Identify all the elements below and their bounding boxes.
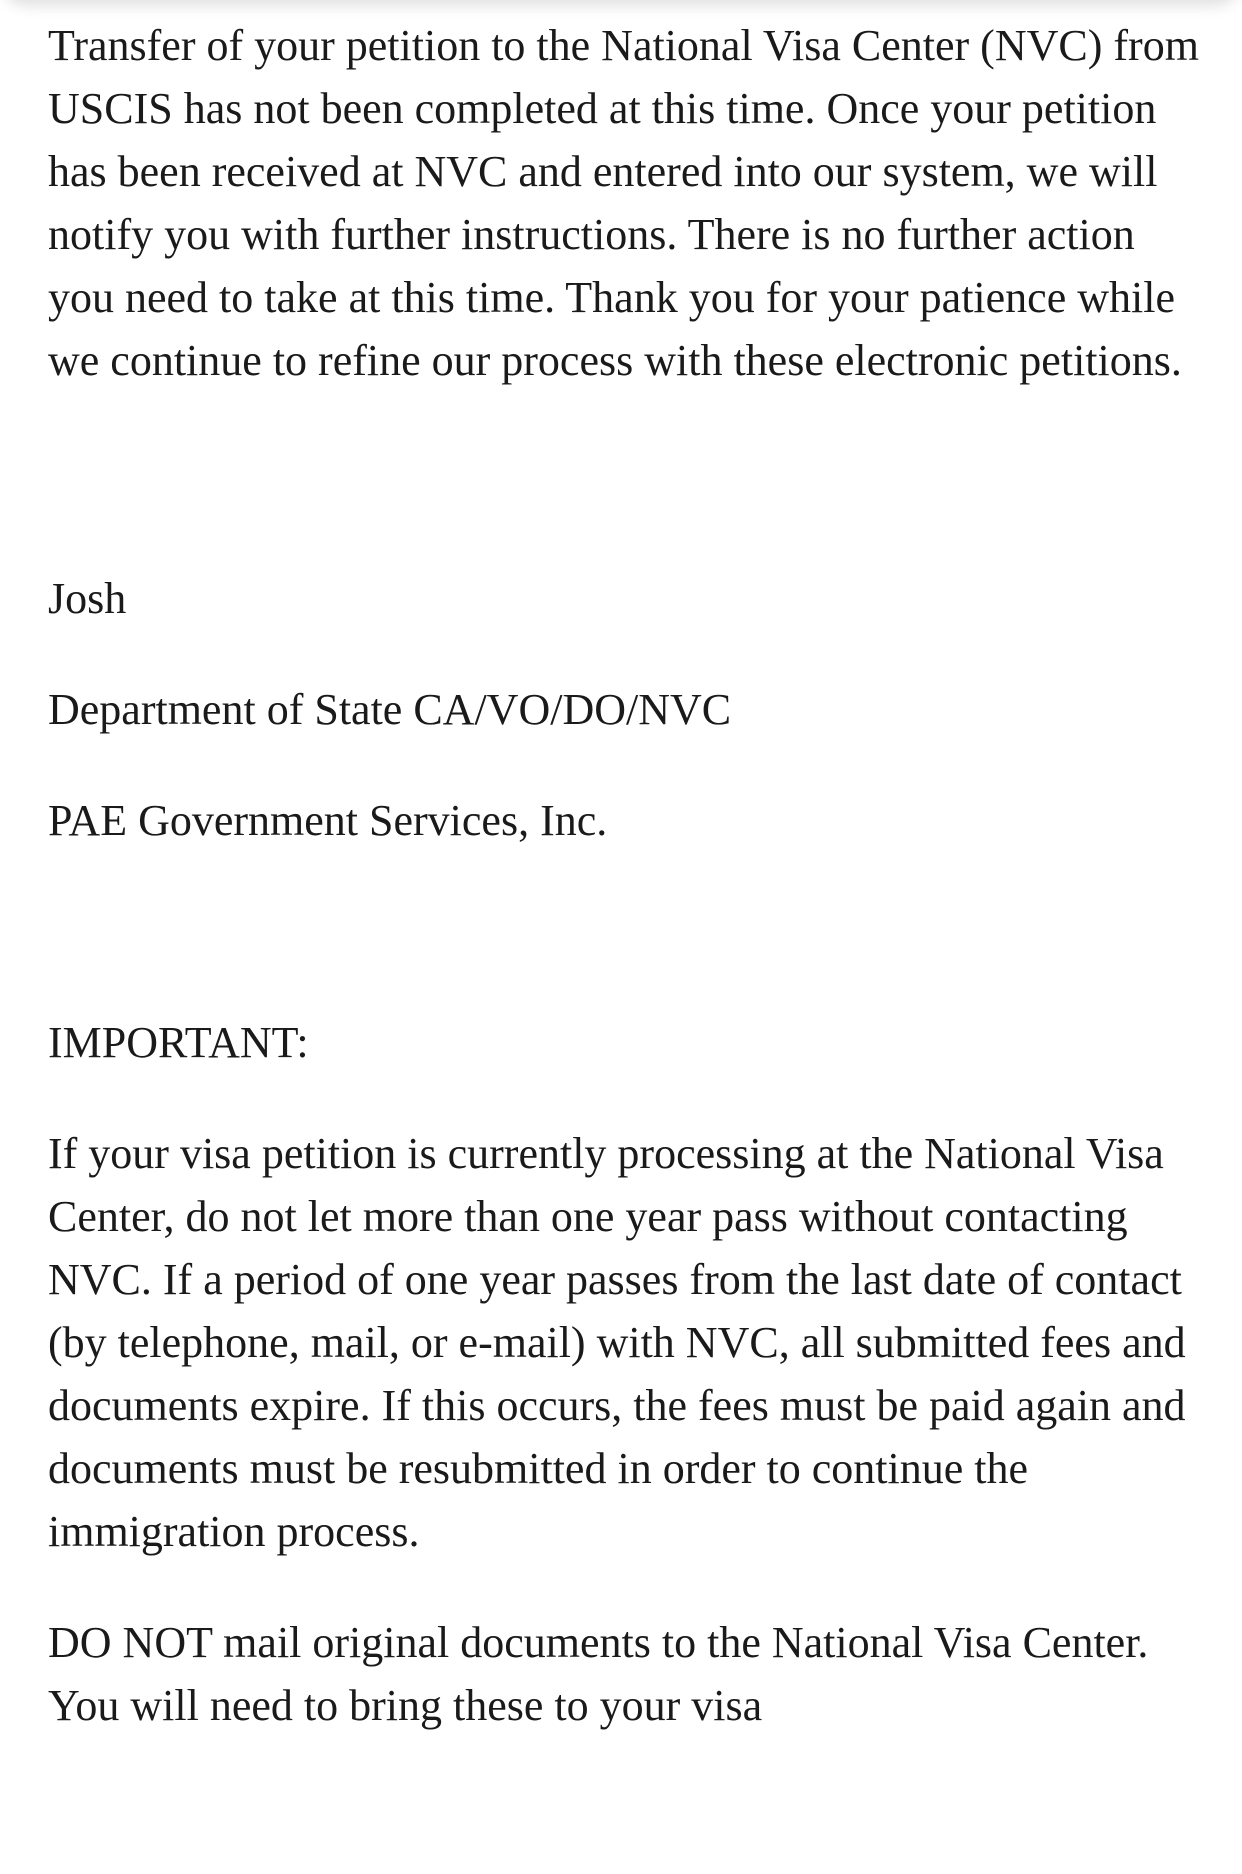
do-not-mail-paragraph: DO NOT mail original documents to the National Visa Center. You will need to bring these to your visa [48,1618,1149,1730]
important-paragraph: If your visa petition is currently processing at the National Visa Center, do not let more than one year pass without contacting NVC. If a period of one year passes from the last date of contact (by telephone, mail, or e-mail) with NVC, all submitted fees and documents expire. If this occurs, the fees must be paid again and documents must be resubmitted in order to continue the immigration process. [48,1129,1186,1556]
email-body [48,14,1203,1737]
signature-department: Department of State CA/VO/DO/NVC [48,685,732,734]
intro-paragraph: Transfer of your petition to the National Visa Center (NVC) from USCIS has not been completed at this time. Once your petition has been received at NVC and entered into our system, we will notify you with further instructions. There is no further action you need to take at this time. Thank you for your patience while we continue to refine our process with these electronic petitions. [48,21,1199,385]
signature-company: PAE Government Services, Inc. [48,796,608,845]
important-heading: IMPORTANT: [48,1018,309,1067]
signature-name: Josh [48,574,127,623]
